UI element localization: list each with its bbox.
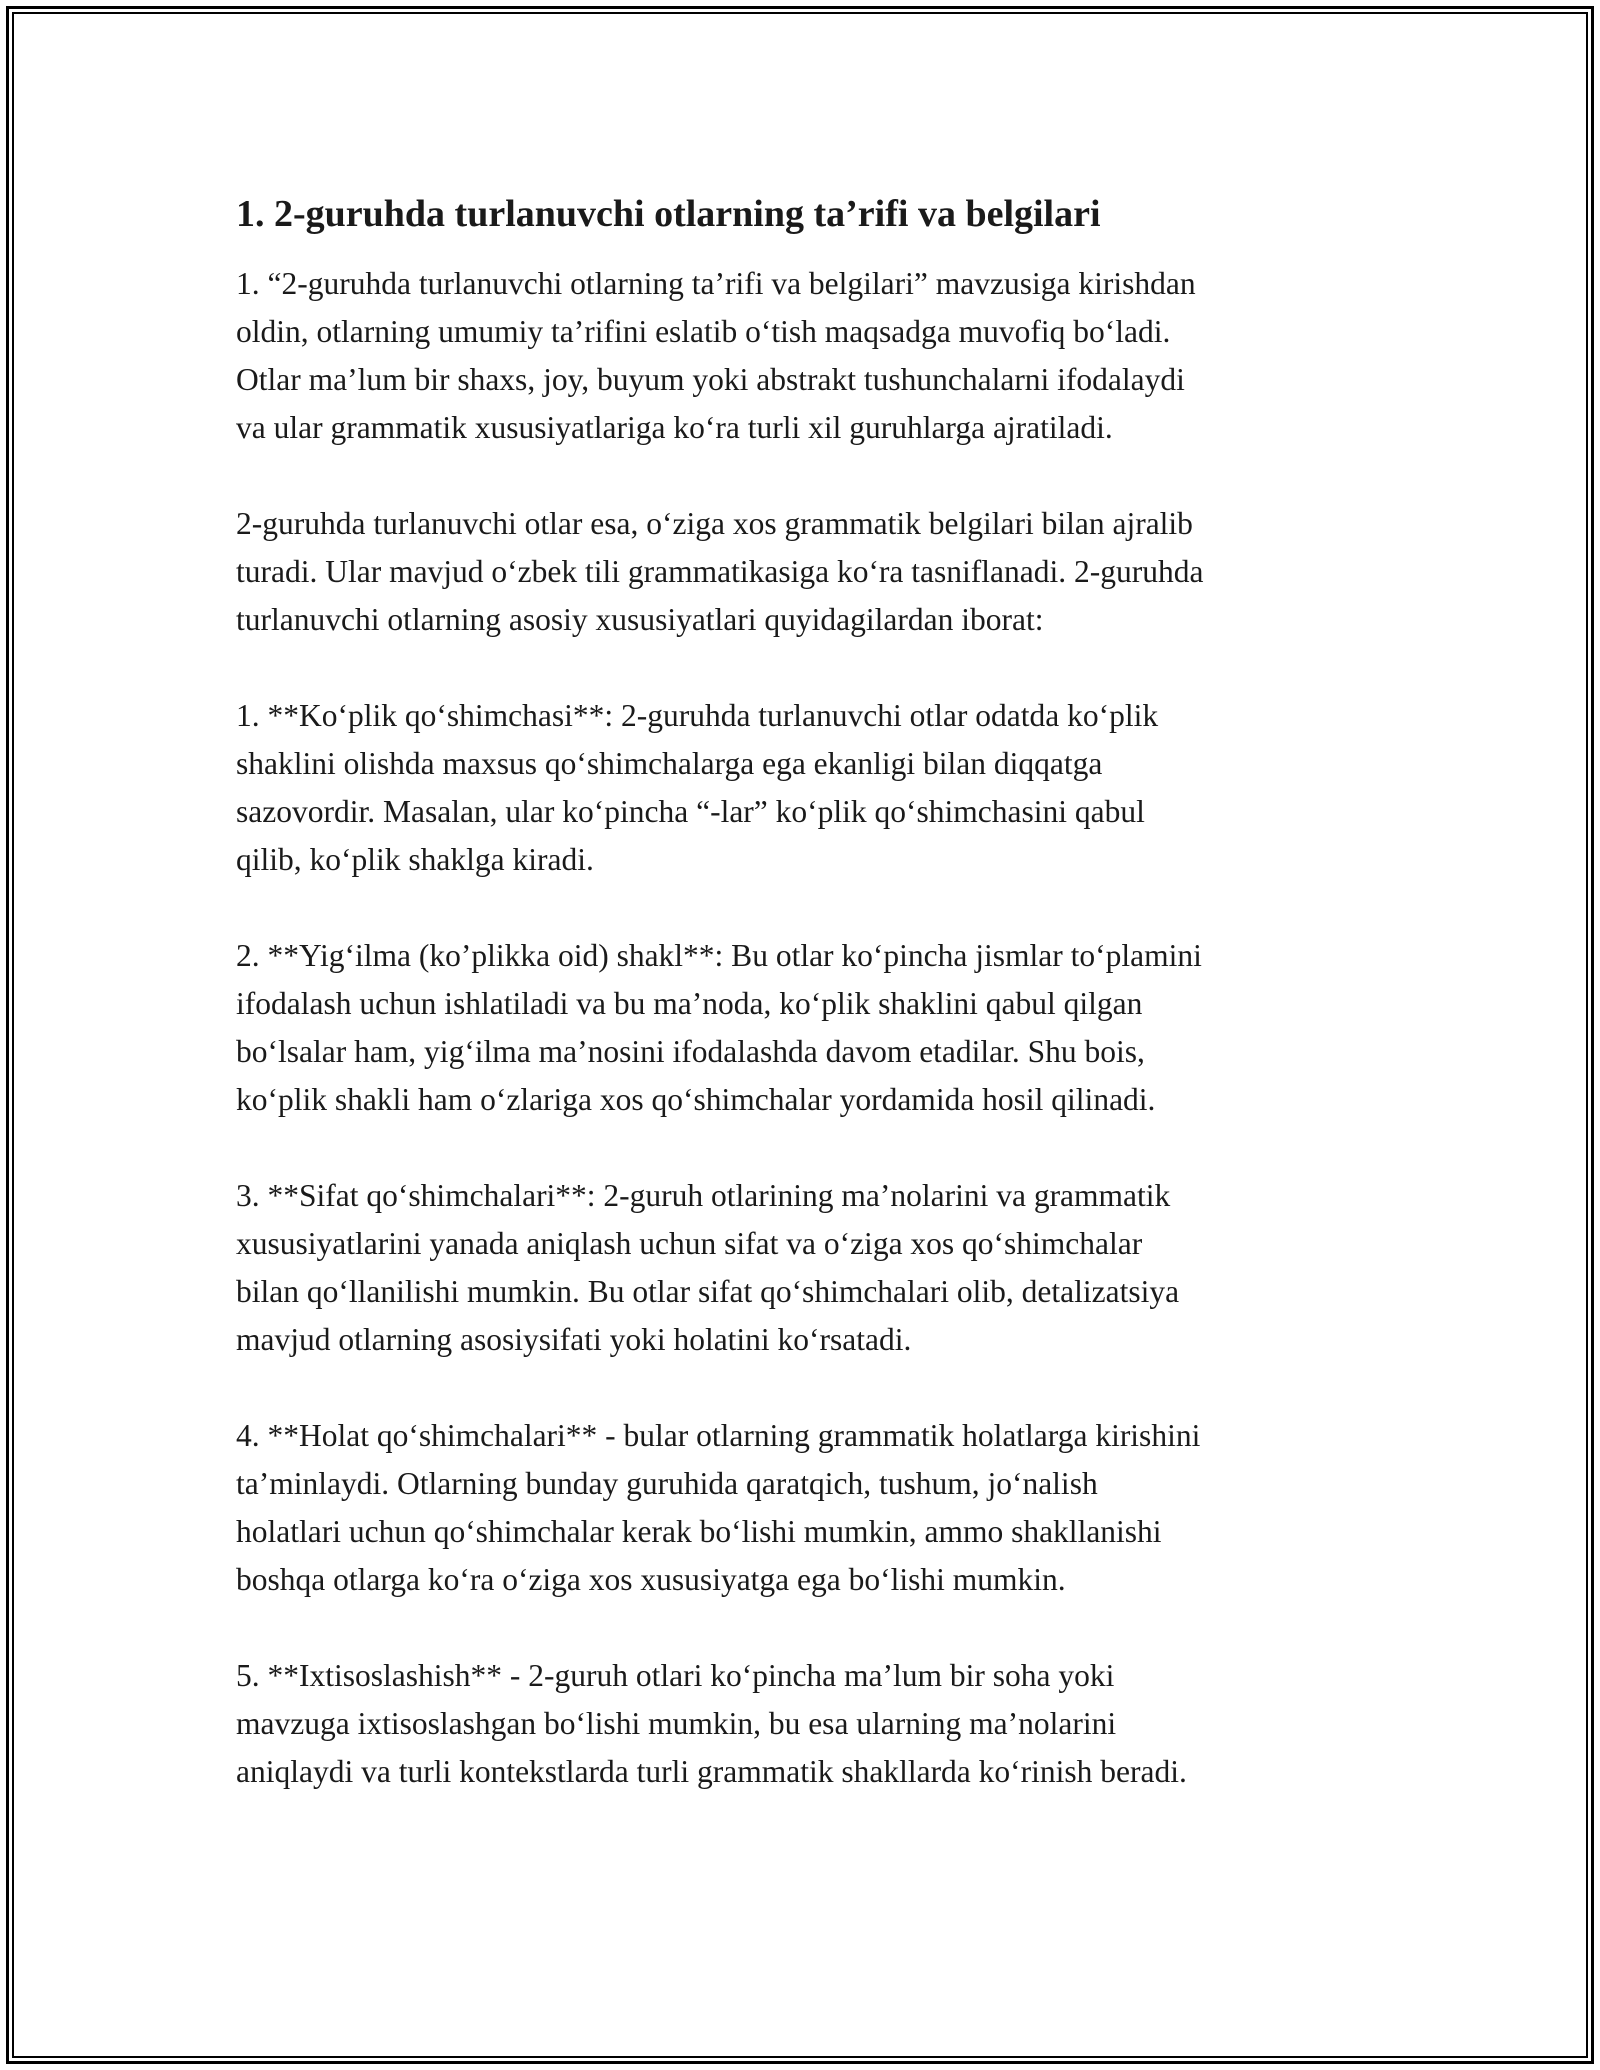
text-line: 1. “2-guruhda turlanuvchi otlarning ta’rifi va belgilari” mavzusiga kirishdan [236,266,1196,301]
list-item-collective-form [236,932,1386,1124]
text-line: 2-guruhda turlanuvchi otlar esa, o‘ziga xos grammatik belgilari bilan ajralib [236,506,1193,541]
list-item-adjective-suffixes [236,1172,1386,1364]
text-line: 2. **Yig‘ilma (ko’plikka oid) shakl**: Bu otlar ko‘pincha jismlar to‘plamini [236,938,1202,973]
text-line: bilan qo‘llanilishi mumkin. Bu otlar sifat qo‘shimchalari olib, detalizatsiya [236,1274,1180,1309]
text-line: mavjud otlarning asosiysifati yoki holatini ko‘rsatadi. [236,1322,912,1357]
text-line: sazovordir. Masalan, ular ko‘pincha “-lar” ko‘plik qo‘shimchasini qabul [236,794,1145,829]
text-line: 1. **Ko‘plik qo‘shimchasi**: 2-guruhda turlanuvchi otlar odatda ko‘plik [236,698,1159,733]
document-title: 1. 2-guruhda turlanuvchi otlarning ta’rifi va belgilari [236,193,1101,235]
text-line: turadi. Ular mavjud o‘zbek tili grammatikasiga ko‘ra tasniflanadi. 2-guruhda [236,554,1204,589]
text-line: 4. **Holat qo‘shimchalari** - bular otlarning grammatik holatlarga kirishini [236,1418,1201,1453]
text-line: holatlari uchun qo‘shimchalar kerak bo‘lishi mumkin, ammo shakllanishi [236,1514,1162,1549]
text-line: Otlar ma’lum bir shaxs, joy, buyum yoki abstrakt tushunchalarni ifodalaydi [236,362,1185,397]
text-line: ta’minlaydi. Otlarning bunday guruhida qaratqich, tushum, jo‘nalish [236,1466,1098,1501]
text-line: shaklini olishda maxsus qo‘shimchalarga ega ekanligi bilan diqqatga [236,746,1103,781]
text-line: ifodalash uchun ishlatiladi va bu ma’noda, ko‘plik shaklini qabul qilgan [236,986,1143,1021]
text-line: 3. **Sifat qo‘shimchalari**: 2-guruh otlarining ma’nolarini va grammatik [236,1178,1171,1213]
text-line: xususiyatlarini yanada aniqlash uchun sifat va o‘ziga xos qo‘shimchalar [236,1226,1143,1261]
text-line: bo‘lsalar ham, yig‘ilma ma’nosini ifodalashda davom etadilar. Shu bois, [236,1034,1145,1069]
text-line: qilib, ko‘plik shaklga kiradi. [236,842,594,877]
paragraph-intro [236,260,1386,452]
text-line: aniqlaydi va turli kontekstlarda turli grammatik shakllarda ko‘rinish beradi. [236,1754,1187,1789]
text-line: va ular grammatik xususiyatlariga ko‘ra turli xil guruhlarga ajratiladi. [236,410,1113,445]
text-line: 5. **Ixtisoslashish** - 2-guruh otlari ko‘pincha ma’lum bir soha yoki [236,1658,1115,1693]
text-line: ko‘plik shakli ham o‘zlariga xos qo‘shimchalar yordamida hosil qilinadi. [236,1082,1156,1117]
list-item-specialization [236,1652,1386,1796]
text-line: boshqa otlarga ko‘ra o‘ziga xos xususiyatga ega bo‘lishi mumkin. [236,1562,1066,1597]
document-body [236,190,1386,1844]
list-item-case-suffixes [236,1412,1386,1604]
text-line: oldin, otlarning umumiy ta’rifini eslatib o‘tish maqsadga muvofiq bo‘ladi. [236,314,1171,349]
text-line: mavzuga ixtisoslashgan bo‘lishi mumkin, bu esa ularning ma’nolarini [236,1706,1117,1741]
text-line: turlanuvchi otlarning asosiy xususiyatlari quyidagilardan iborat: [236,602,1044,637]
paragraph-overview [236,500,1386,644]
list-item-plural-suffix [236,692,1386,884]
